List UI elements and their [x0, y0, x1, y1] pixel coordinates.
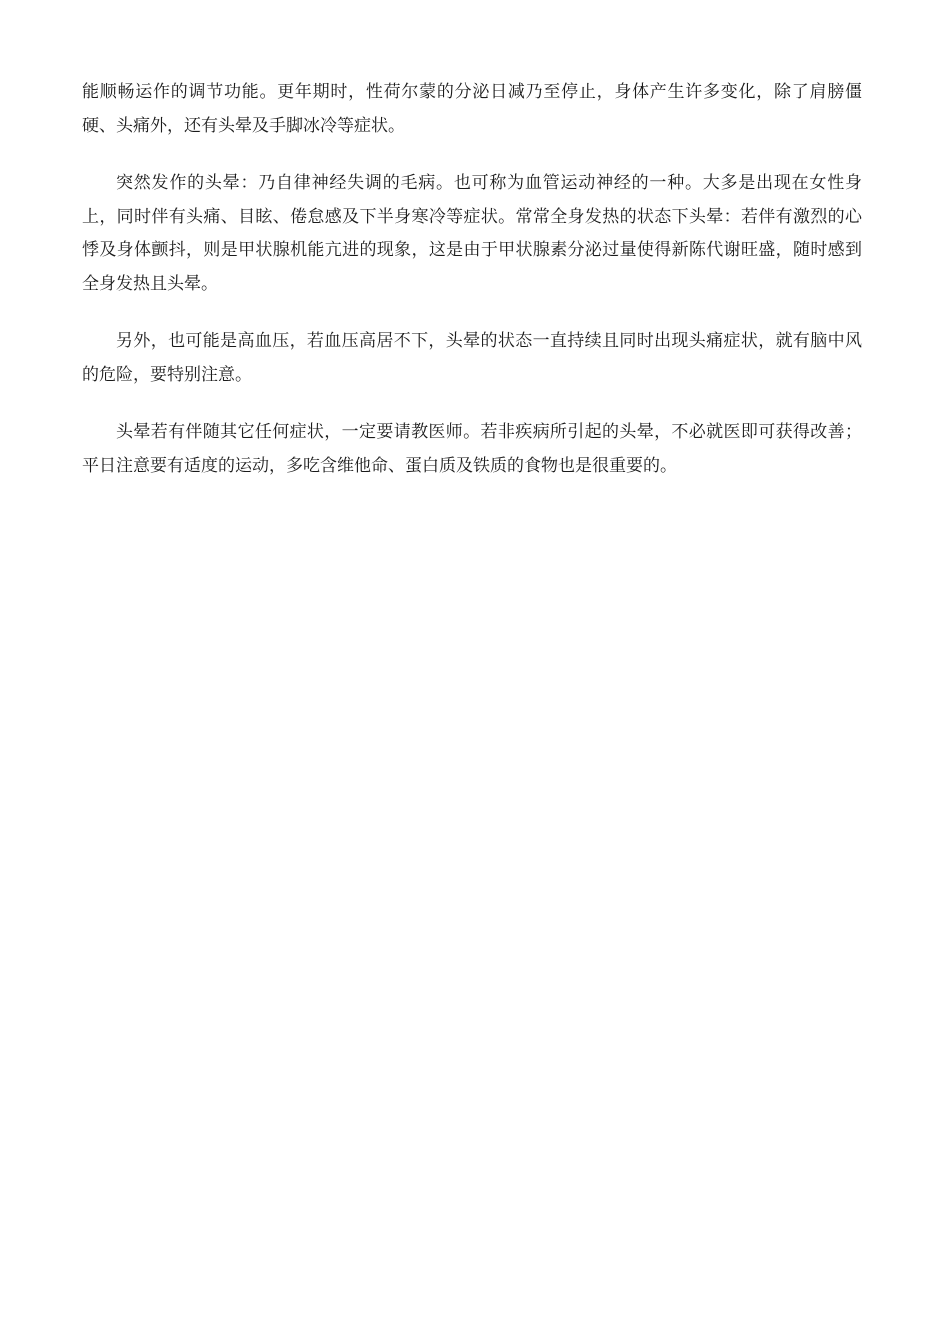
document-body: [82, 76, 862, 507]
paragraph-1: 能顺畅运作的调节功能。更年期时，性荷尔蒙的分泌日减乃至停止，身体产生许多变化，除了肩膀僵硬、头痛外，还有头晕及手脚冰冷等症状。: [82, 82, 862, 136]
paragraph-3: 另外，也可能是高血压，若血压高居不下，头晕的状态一直持续且同时出现头痛症状，就有脑中风的危险，要特别注意。: [82, 331, 862, 385]
paragraph-4: 头晕若有伴随其它任何症状，一定要请教医师。若非疾病所引起的头晕，不必就医即可获得改善；平日注意要有适度的运动，多吃含维他命、蛋白质及铁质的食物也是很重要的。: [82, 422, 862, 476]
paragraph-2: 突然发作的头晕：乃自律神经失调的毛病。也可称为血管运动神经的一种。大多是出现在女性身上，同时伴有头痛、目眩、倦怠感及下半身寒冷等症状。常常全身发热的状态下头晕：若伴有激烈的心悸及身体颤抖，则是甲状腺机能亢进的现象，这是由于甲状腺素分泌过量使得新陈代谢旺盛，随时感到全身发热且头晕。: [82, 173, 862, 294]
